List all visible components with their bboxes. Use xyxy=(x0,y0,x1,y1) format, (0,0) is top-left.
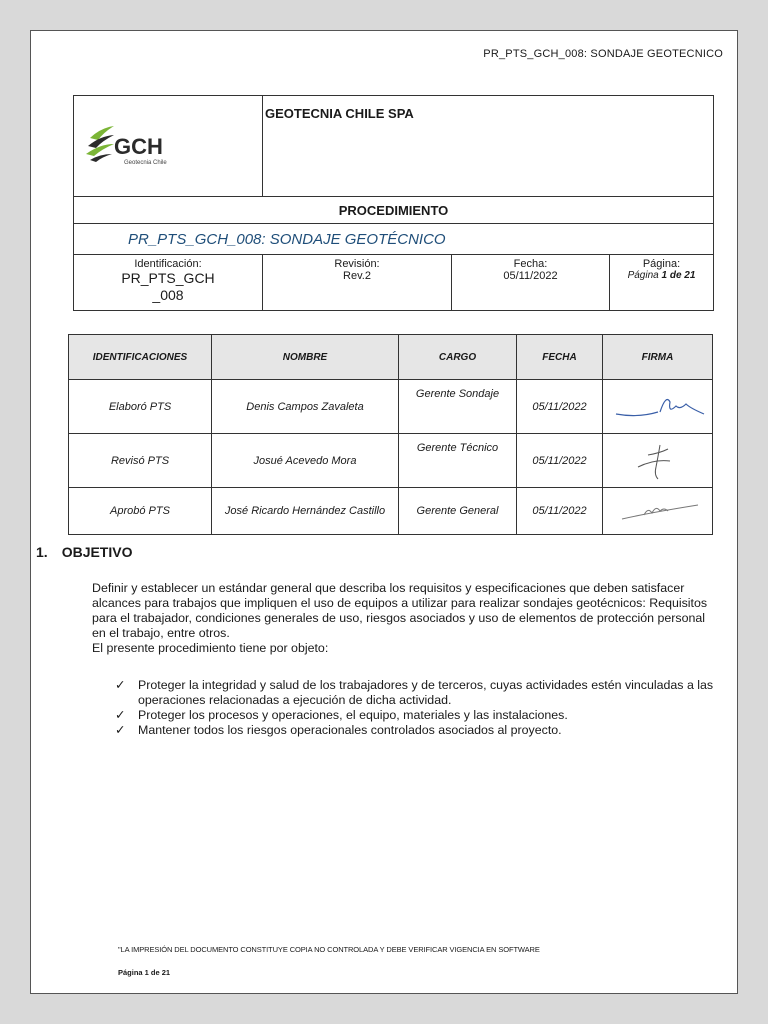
col-header-nombre: NOMBRE xyxy=(212,335,399,380)
col-header-identificaciones: IDENTIFICACIONES xyxy=(69,335,212,380)
pagina-label: Página: xyxy=(642,258,681,270)
check-icon: ✓ xyxy=(115,708,126,722)
pagina-cell xyxy=(610,255,714,311)
procedure-code: PR_PTS_GCH_008: SONDAJE GEOTÉCNICO xyxy=(74,224,714,255)
pagina-value: Página 1 de 21 xyxy=(627,270,696,281)
table-row xyxy=(69,488,713,535)
row-nombre: José Ricardo Hernández Castillo xyxy=(212,488,399,535)
identificacion-value-1: PR_PTS_GCH xyxy=(121,270,215,286)
identificacion-label: Identificación: xyxy=(134,258,202,270)
col-header-firma: FIRMA xyxy=(603,335,713,380)
signature-scribble xyxy=(608,388,708,422)
fecha-cell xyxy=(452,255,610,311)
section-heading xyxy=(36,544,132,560)
signature-scribble xyxy=(608,437,708,481)
revision-value: Rev.2 xyxy=(343,270,371,282)
col-header-fecha: FECHA xyxy=(517,335,603,380)
signature-scribble xyxy=(608,493,708,527)
row-fecha: 05/11/2022 xyxy=(517,488,603,535)
revision-label: Revisión: xyxy=(334,258,380,270)
company-name: GEOTECNIA CHILE SPA xyxy=(263,96,714,197)
list-item: ✓ Proteger los procesos y operaciones, el equipo, materiales y las instalaciones. xyxy=(115,708,568,722)
running-header: PR_PTS_GCH_008: SONDAJE GEOTECNICO xyxy=(483,48,723,60)
fecha-label: Fecha: xyxy=(513,258,548,270)
footer-note: "LA IMPRESIÓN DEL DOCUMENTO CONSTITUYE COPIA NO CONTROLADA Y DEBE VERIFICAR VIGENCIA EN SOFTWARE xyxy=(118,945,540,954)
row-fecha: 05/11/2022 xyxy=(517,380,603,434)
identificacion-value-2: _008 xyxy=(152,287,184,303)
check-icon: ✓ xyxy=(115,678,126,692)
objective-intro: El presente procedimiento tiene por objeto: xyxy=(92,641,329,655)
row-nombre: Denis Campos Zavaleta xyxy=(212,380,399,434)
signature-table xyxy=(68,334,713,535)
objective-text: Definir y establecer un estándar general que describa los requisitos y especificaciones que deben satisfacer alcances para trabajos que impliquen el uso de equipos a utilizar para realizar sondajes geotécnicos: Requisitos para el trabajador, condiciones generales de uso, riesgos asociados y uso de elementos de protección personal en el trabajo, entre otros. xyxy=(92,581,708,640)
logo-text: GCH xyxy=(114,134,163,159)
row-nombre: Josué Acevedo Mora xyxy=(212,434,399,488)
row-cargo: Gerente General xyxy=(399,488,517,535)
check-icon: ✓ xyxy=(115,723,126,737)
row-cargo: Gerente Sondaje xyxy=(399,380,517,434)
signature-image xyxy=(603,380,713,434)
section-title: OBJETIVO xyxy=(61,544,133,560)
objective-bullets xyxy=(115,678,715,738)
row-fecha: 05/11/2022 xyxy=(517,434,603,488)
footer-page-number: Página 1 de 21 xyxy=(118,968,171,977)
table-row xyxy=(69,380,713,434)
identificacion-cell xyxy=(74,255,263,311)
fecha-value: 05/11/2022 xyxy=(503,270,558,282)
objective-paragraph xyxy=(92,581,722,656)
row-identificacion: Elaboró PTS xyxy=(69,380,212,434)
row-identificacion: Aprobó PTS xyxy=(69,488,212,535)
section-number: 1. xyxy=(36,544,48,560)
col-header-cargo: CARGO xyxy=(399,335,517,380)
row-cargo: Gerente Técnico xyxy=(399,434,517,488)
header-block xyxy=(73,95,714,311)
procedure-label: PROCEDIMIENTO xyxy=(74,197,714,224)
document-page xyxy=(30,30,738,994)
signature-image xyxy=(603,488,713,535)
company-logo xyxy=(84,116,204,168)
logo-cell xyxy=(74,96,263,197)
signature-image xyxy=(603,434,713,488)
table-row xyxy=(69,434,713,488)
revision-cell xyxy=(263,255,452,311)
list-item: ✓ Mantener todos los riesgos operacionales controlados asociados al proyecto. xyxy=(115,723,562,737)
logo-subtitle: Geotecnia Chile xyxy=(124,160,167,166)
row-identificacion: Revisó PTS xyxy=(69,434,212,488)
list-item: ✓ Proteger la integridad y salud de los trabajadores y de terceros, cuyas actividades estén vinculadas a las operaciones relacionadas a ejecución de dicha actividad. xyxy=(115,678,714,707)
